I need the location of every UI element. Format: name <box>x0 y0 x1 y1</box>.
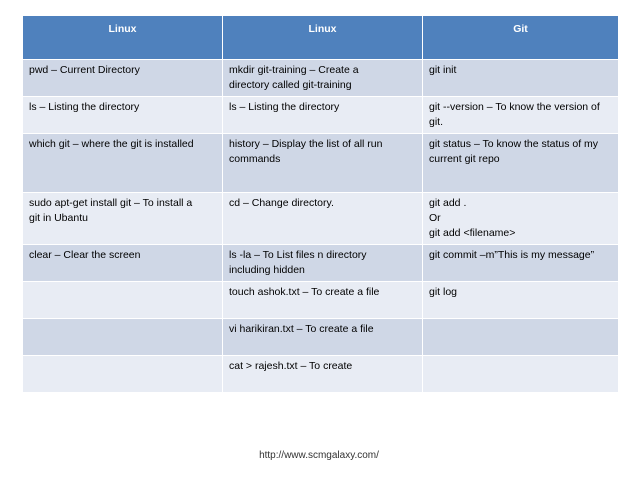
cell-text: git commit –m”This is my message” <box>429 249 595 261</box>
cell-text: cat > rajesh.txt – To create <box>229 360 353 372</box>
table-cell <box>23 193 223 245</box>
table-cell <box>23 97 223 134</box>
table-cell <box>23 134 223 193</box>
cell-text: including hidden <box>229 264 305 276</box>
table-cell <box>423 193 619 245</box>
table-row <box>23 97 619 134</box>
table-row <box>23 245 619 282</box>
footer-url: http://www.scmgalaxy.com/ <box>259 450 379 461</box>
table-cell <box>423 134 619 193</box>
cell-text: git add <filename> <box>429 227 516 239</box>
cell-text: pwd – Current Directory <box>29 64 140 76</box>
cell-text: git status – To know the status of my <box>429 138 599 150</box>
table-cell <box>223 356 423 393</box>
cell-text: Or <box>429 212 441 224</box>
table-cell <box>223 282 423 319</box>
cell-text: current git repo <box>429 153 500 165</box>
cell-text: ls – Listing the directory <box>229 101 340 113</box>
cell-text: git in Ubantu <box>29 212 88 224</box>
cell-text: git log <box>429 286 458 298</box>
cell-text: ls -la – To List files n directory <box>229 249 367 261</box>
cell-text: sudo apt-get install git – To install a <box>29 197 193 209</box>
commands-table <box>22 15 619 393</box>
table-cell <box>23 60 223 97</box>
cell-text: commands <box>229 153 281 165</box>
cell-text: ls – Listing the directory <box>29 101 140 113</box>
cell-text: touch ashok.txt – To create a file <box>229 286 380 298</box>
table-cell <box>423 97 619 134</box>
cell-text: clear – Clear the screen <box>29 249 141 261</box>
cell-text: directory called git-training <box>229 79 352 91</box>
table-cell <box>223 245 423 282</box>
cell-text: mkdir git-training – Create a <box>229 64 359 76</box>
table-cell <box>23 356 223 393</box>
cell-text: git --version – To know the version of <box>429 101 600 113</box>
cell-text: which git – where the git is installed <box>29 138 194 150</box>
table-cell <box>223 134 423 193</box>
cell-text: vi harikiran.txt – To create a file <box>229 323 374 335</box>
table-cell <box>423 245 619 282</box>
table-row <box>23 356 619 393</box>
cell-text: cd – Change directory. <box>229 197 334 209</box>
table-cell <box>23 282 223 319</box>
table-cell <box>423 282 619 319</box>
table-row <box>23 60 619 97</box>
header-row <box>23 16 619 60</box>
table-row <box>23 134 619 193</box>
table-cell <box>223 193 423 245</box>
table-cell <box>423 60 619 97</box>
table-cell <box>23 319 223 356</box>
cell-text: git. <box>429 116 444 128</box>
table-cell <box>423 319 619 356</box>
cell-text: git init <box>429 64 457 76</box>
table-row <box>23 193 619 245</box>
column-header: Linux <box>23 16 223 60</box>
table-row <box>23 282 619 319</box>
table-cell <box>423 356 619 393</box>
column-header: Git <box>423 16 619 60</box>
table-cell <box>223 97 423 134</box>
table-cell <box>223 319 423 356</box>
table-row <box>23 319 619 356</box>
column-header: Linux <box>223 16 423 60</box>
table-cell <box>23 245 223 282</box>
cell-text: git add . <box>429 197 467 209</box>
cell-text: history – Display the list of all run <box>229 138 383 150</box>
table-cell <box>223 60 423 97</box>
